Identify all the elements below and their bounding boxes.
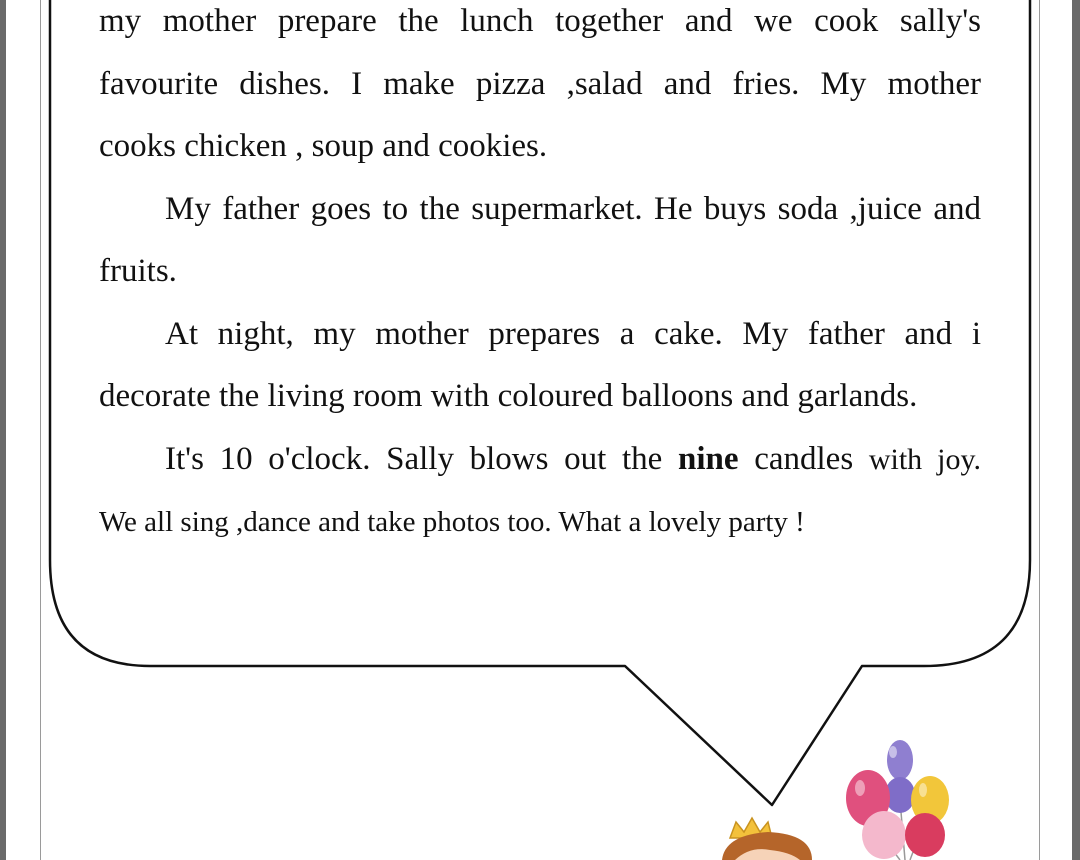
story-paragraph-2: My father goes to the supermarket. He buys soda ,juice and fruits. (99, 190, 981, 289)
princess-girl-icon (722, 818, 812, 860)
story-p4-bold-word: nine (678, 440, 739, 477)
story-p4-text-c: with joy. (868, 442, 981, 476)
story-closing-line: We all sing ,dance and take photos too. What a lovely party ! (99, 506, 805, 538)
balloons-icon (846, 740, 949, 860)
story-line-1: my mother prepare the lunch together and we cook sally's (99, 3, 981, 39)
story-p4-text-a: It's 10 o'clock. Sally blows out the (165, 440, 678, 477)
story-line-2: favourite dishes. I make pizza ,salad and fries. My mother (99, 65, 981, 102)
story-paragraph-3: At night, my mother prepares a cake. My father and i decorate the living room with coloured balloons and garlands. (99, 315, 981, 414)
story-p4-text-b: candles (738, 440, 869, 477)
story-line-3: cooks chicken , soup and cookies. (99, 128, 548, 164)
